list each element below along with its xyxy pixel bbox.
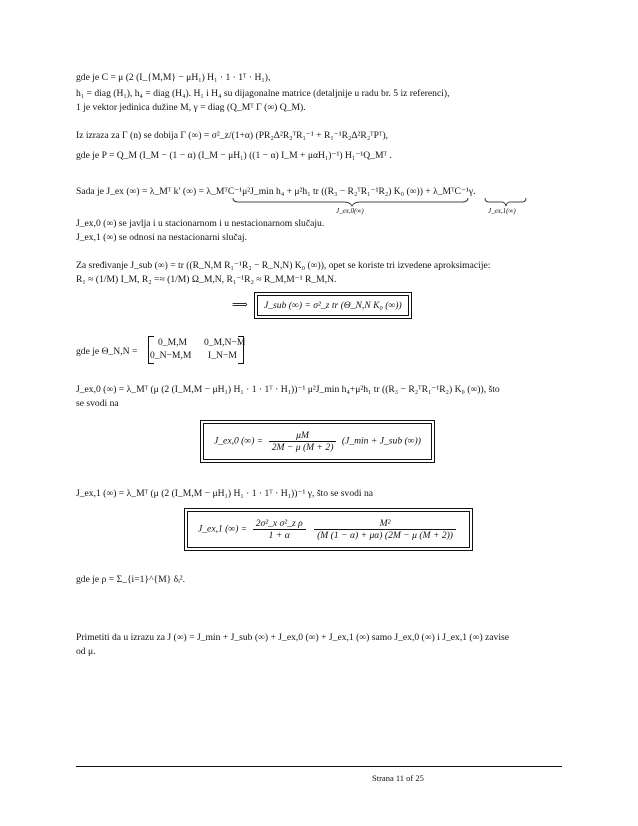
matrix-cell-11: 0_M,M <box>158 337 188 348</box>
matrix-cell-21: 0_N−M,M <box>150 350 192 361</box>
underbrace-label-jex0: J_ex,0(∞) <box>336 207 364 215</box>
jex1-fraction-1 <box>253 518 306 541</box>
line-gamma-infinity: Iz izraza za Γ (n) se dobija Γ (∞) = σ²_z/(1+α) (PR₂Δ²R₂ᵀR₁⁻¹ + R₁⁻¹R₂Δ²R₂ᵀPᵀ), <box>76 130 389 141</box>
line-rho-definition: gde je ρ = Σ_{i=1}^{M} δᵢ². <box>76 574 186 585</box>
jsub-equation-text: J_sub (∞) = σ²_z tr (Θ_N,N K₀ (∞)) <box>257 295 409 316</box>
theta-matrix <box>148 336 244 364</box>
jex0-boxed-equation <box>200 420 435 463</box>
line-theta-definition: gde je Θ_N,N = <box>76 346 138 357</box>
jex0-equation-body <box>203 423 432 460</box>
matrix-right-bracket <box>238 336 244 364</box>
underbrace-graphic <box>232 197 472 207</box>
line-jex1-note: J_ex,1 (∞) se odnosi na nestacionarni slučaj. <box>76 232 247 243</box>
line-approximations: R₁ ≈ (1/M) I_M, R₂ =≈ (1/M) Ω_M,N, R₁⁻¹R₂ ≈ R_M,M⁻¹ R_M,N. <box>76 274 337 285</box>
underbrace-label-jex1: J_ex,1(∞) <box>488 207 516 215</box>
jsub-boxed-equation <box>254 292 412 319</box>
jex0-denominator: 2M − μ (M + 2) <box>271 442 334 453</box>
line-c-definition: gde je C = μ (2 (I_{M,M} − μH₁) H₁ · 1 · 1ᵀ · H₁), <box>76 72 271 83</box>
line-reduces-to: se svodi na <box>76 398 119 409</box>
jex1-numerator-1: 2σ²_x σ²_z ρ <box>253 518 306 530</box>
jex1-equation-body <box>187 511 470 548</box>
line-conclusion: Primetiti da u izrazu za J (∞) = J_min + J_sub (∞) + J_ex,0 (∞) + J_ex,1 (∞) samo J_ex,0 (∞) i J_ex,1 (∞) zavise <box>76 632 510 643</box>
matrix-cell-12: 0_M,N−M <box>204 337 246 348</box>
line-jex1-expression: J_ex,1 (∞) = λ_Mᵀ (μ (2 (I_M,M − μH₁) H₁ · 1 · 1ᵀ · H₁))⁻¹ γ, što se svodi na <box>76 488 374 499</box>
jex1-denominator-1: 1 + α <box>268 530 290 541</box>
jex0-rhs: (J_min + J_sub (∞)) <box>341 435 421 447</box>
jex1-boxed-equation <box>184 508 473 551</box>
jex1-lhs: J_ex,1 (∞) = <box>198 523 248 535</box>
jex0-fraction <box>269 430 337 453</box>
line-jex-expansion: Sada je J_ex (∞) = λ_Mᵀ k′ (∞) = λ_MᵀC⁻¹μ²J_min h₄ + μ²h₁ tr ((R₃ − R₂ᵀR₁⁻¹R₂) K₀ (∞)) + λ_MᵀC⁻¹γ. <box>76 186 476 197</box>
footer-rule <box>76 766 562 767</box>
page-number: Strana 11 of 25 <box>372 773 424 783</box>
line-jex0-expression: J_ex,0 (∞) = λ_Mᵀ (μ (2 (I_M,M − μH₁) H₁ · 1 · 1ᵀ · H₁))⁻¹ μ²J_min h₄+μ²h₁ tr ((R₃ − R₂ᵀR₁⁻¹R₂) K₀ (∞)), što <box>76 384 500 395</box>
underbrace-graphic-2 <box>484 197 528 207</box>
matrix-cell-22: I_N−M <box>208 350 237 361</box>
line-h-definition: h₁ = diag (H₁), h₄ = diag (H₄). H₁ i H₄ su dijagonalne matrice (detaljnije u radu br. 5 iz referenci), <box>76 88 450 99</box>
jex0-numerator: μM <box>269 430 337 442</box>
implies-arrow: ⟹ <box>232 299 248 311</box>
line-gamma-definition: 1 je vektor jedinica dužine M, γ = diag (Q_Mᵀ Γ (∞) Q_M). <box>76 102 306 113</box>
jex1-denominator-2: (M (1 − α) + μα) (2M − μ (M + 2)) <box>317 530 453 541</box>
jex1-fraction-2 <box>314 518 456 541</box>
line-conclusion-end: od μ. <box>76 646 96 657</box>
line-p-definition: gde je P = Q_M (I_M − (1 − α) (I_M − μH₁) ((1 − α) I_M + μαH₁)⁻¹) H₁⁻¹Q_Mᵀ . <box>76 150 392 161</box>
jex1-numerator-2: M² <box>314 518 456 530</box>
line-jex0-note: J_ex,0 (∞) se javlja i u stacionarnom i u nestacionarnom slučaju. <box>76 218 325 229</box>
jex0-lhs: J_ex,0 (∞) = <box>214 435 264 447</box>
line-jsub-definition: Za sređivanje J_sub (∞) = tr ((R_N,M R₁⁻¹R₂ − R_N,N) K₀ (∞)), opet se koriste tri izvedene aproksimacije: <box>76 260 491 271</box>
